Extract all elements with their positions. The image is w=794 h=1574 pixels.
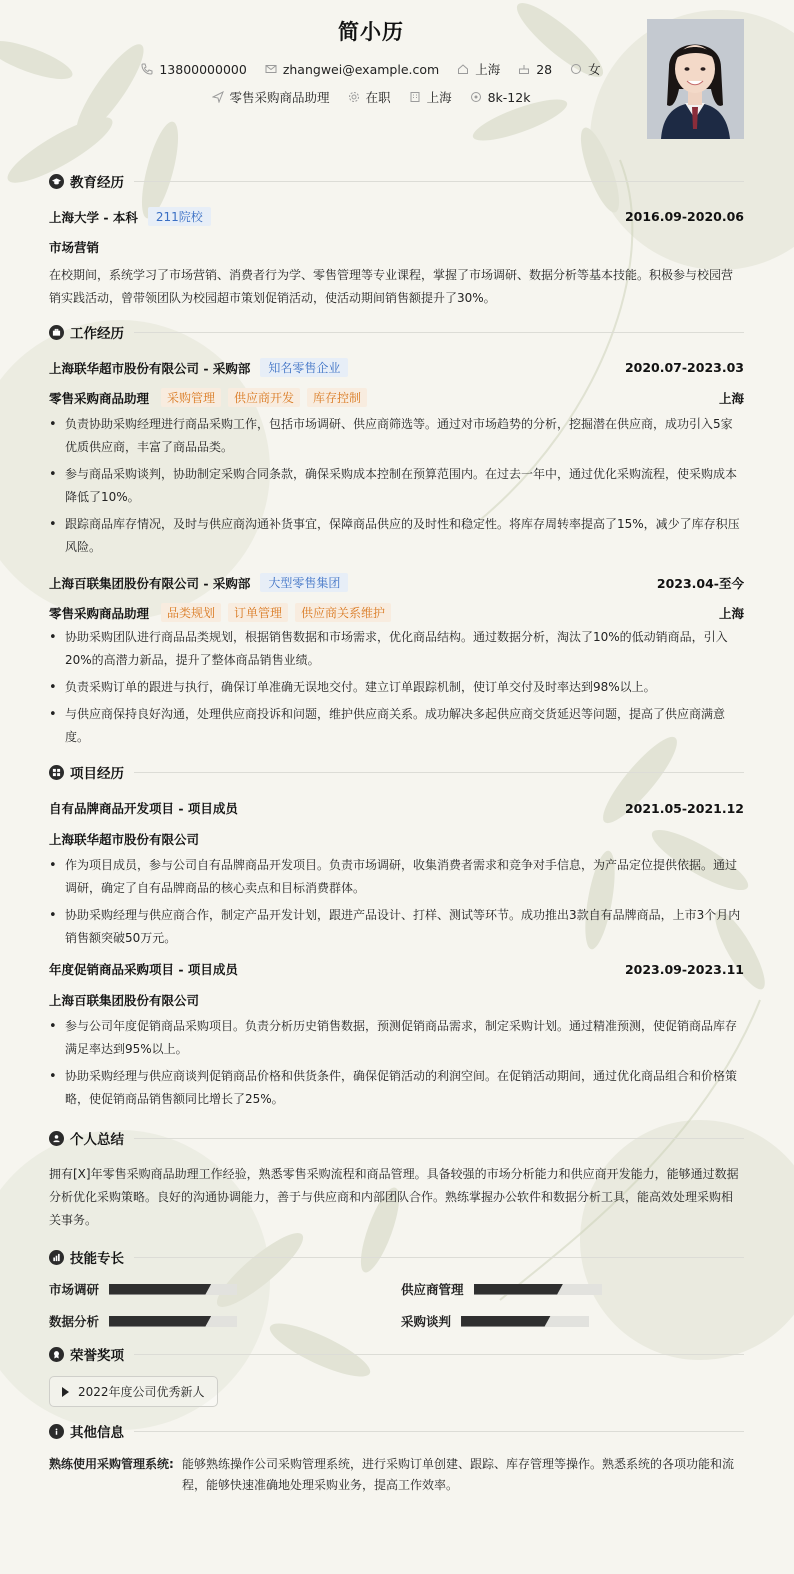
- skill-name: 采购谈判: [401, 1314, 452, 1329]
- skill-bar: [109, 1316, 237, 1327]
- work-location: 上海: [718, 605, 744, 621]
- candidate-name: 简小历: [338, 20, 404, 44]
- divider: [134, 1431, 744, 1432]
- skill-item: [401, 1312, 744, 1330]
- position-title: 零售采购商品助理: [49, 390, 150, 406]
- cake-icon: [518, 63, 530, 75]
- building-icon: [409, 91, 421, 103]
- other-label: 熟练使用采购管理系统:: [49, 1457, 174, 1471]
- skills-section: [49, 1246, 744, 1330]
- skill-bar: [474, 1284, 602, 1295]
- school-tag: 211院校: [148, 207, 211, 226]
- skills-grid: [49, 1280, 744, 1330]
- avatar-photo: [647, 19, 744, 139]
- target-city-value: 上海: [426, 90, 452, 105]
- mail-icon: [265, 63, 277, 75]
- education-heading: [49, 170, 744, 192]
- gender-value: 女: [588, 62, 601, 77]
- skill-bar-fill: [109, 1284, 211, 1295]
- company-tag: 大型零售集团: [260, 573, 348, 592]
- skill-bar-fill: [109, 1316, 211, 1327]
- summary-section: [49, 1127, 744, 1232]
- divider: [134, 1354, 744, 1355]
- work-entry: [49, 358, 744, 559]
- summary-heading: [49, 1127, 744, 1149]
- list-item: • 作为项目成员，参与公司自有品牌商品开发项目。负责市场调研，收集消费者需求和竞争对手信息，为产品定位提供依据。通过调研，确定了自有品牌商品的核心卖点和目标消费群体。: [49, 854, 744, 900]
- skill-tag: 品类规划: [161, 603, 221, 622]
- skill-item: [49, 1312, 401, 1330]
- project-title: 项目经历: [70, 766, 124, 782]
- resume-header: [49, 0, 744, 160]
- contact-row: [49, 60, 693, 78]
- skill-tag: 供应商关系维护: [295, 603, 391, 622]
- list-item: • 负责采购订单的跟进与执行，确保订单准确无误地交付。建立订单跟踪机制，使订单交付及时率达到98%以上。: [49, 676, 744, 699]
- salary-item: [470, 90, 531, 105]
- skill-tag: 订单管理: [228, 603, 288, 622]
- project-date: 2021.05-2021.12: [624, 800, 744, 816]
- job-intent-row: [49, 88, 693, 106]
- work-location: 上海: [718, 390, 744, 406]
- project-row: [49, 960, 744, 978]
- project-org: 上海联华超市股份有限公司: [49, 832, 200, 847]
- gear-icon: [348, 91, 360, 103]
- email-value: zhangwei@example.com: [282, 61, 440, 77]
- project-bullets: [49, 1015, 744, 1111]
- skills-title: 技能专长: [70, 1251, 124, 1267]
- education-date: 2016.09-2020.06: [624, 209, 744, 224]
- gender-item: [570, 60, 601, 78]
- awards-heading: [49, 1343, 744, 1365]
- skill-tag: 供应商开发: [228, 388, 300, 407]
- position-row: [49, 603, 744, 622]
- send-icon: [212, 91, 224, 103]
- skill-name: 数据分析: [49, 1314, 100, 1329]
- summary-text: 拥有[X]年零售采购商品助理工作经验，熟悉零售采购流程和商品管理。具备较强的市场分析能力和供应商开发能力，能够通过数据分析优化采购策略。良好的沟通协调能力，善于与供应商和内部团队合作。熟练掌握办公软件和数据分析工具，能高效处理采购相关事务。: [49, 1167, 739, 1227]
- work-bullets: [49, 626, 744, 749]
- project-org: 上海百联集团股份有限公司: [49, 993, 200, 1008]
- gender-icon: [570, 63, 582, 75]
- major-row: [49, 238, 744, 256]
- work-date: 2023.04-至今: [656, 575, 744, 591]
- skill-name: 市场调研: [49, 1282, 100, 1297]
- info-icon: [49, 1424, 64, 1439]
- phone-item: [141, 62, 246, 77]
- major: 市场营销: [49, 240, 100, 255]
- city-value: 上海: [475, 62, 501, 77]
- other-text: 能够熟练操作公司采购管理系统，进行采购订单创建、跟踪、库存管理等操作。熟悉系统的各项功能和流程，能够快速准确地处理采购业务，提高工作效率。: [182, 1457, 735, 1492]
- award-item: [49, 1376, 218, 1407]
- project-date: 2023.09-2023.11: [624, 961, 744, 977]
- phone-value: 13800000000: [159, 61, 247, 77]
- education-section: [49, 170, 744, 310]
- divider: [134, 772, 744, 773]
- list-item: • 跟踪商品库存情况，及时与供应商沟通补货事宜，保障商品供应的及时性和稳定性。将库存周转率提高了15%，减少了库存积压风险。: [49, 513, 744, 559]
- divider: [134, 1257, 744, 1258]
- salary-value: 8k-12k: [487, 89, 531, 105]
- skills-heading: [49, 1246, 744, 1268]
- play-icon: [62, 1387, 69, 1397]
- status-item: [348, 88, 391, 106]
- coin-icon: [470, 91, 482, 103]
- list-item: • 与供应商保持良好沟通，处理供应商投诉和问题，维护供应商关系。成功解决多起供应商交货延迟等问题，提高了供应商满意度。: [49, 703, 744, 749]
- home-icon: [457, 63, 469, 75]
- project-name: 自有品牌商品开发项目 - 项目成员: [49, 801, 238, 816]
- education-description: 在校期间，系统学习了市场营销、消费者行为学、零售管理等专业课程，掌握了市场调研、数据分析等基本技能。积极参与校园营销实践活动，曾带领团队为校园超市策划促销活动，使活动期间销售额提升了30%。: [49, 268, 734, 305]
- skill-item: [401, 1280, 744, 1298]
- project-entry: [49, 799, 744, 950]
- awards-title: 荣誉奖项: [70, 1348, 124, 1364]
- skill-bar: [109, 1284, 237, 1295]
- project-row: [49, 799, 744, 817]
- company-tag: 知名零售企业: [260, 358, 348, 377]
- status-value: 在职: [365, 90, 391, 105]
- phone-icon: [141, 63, 153, 75]
- age-value: 28: [536, 61, 553, 77]
- award-text: 2022年度公司优秀新人: [78, 1385, 205, 1399]
- work-date: 2020.07-2023.03: [624, 360, 744, 375]
- project-entry: [49, 960, 744, 1111]
- project-bullets: [49, 854, 744, 950]
- position-title: 零售采购商品助理: [49, 605, 150, 621]
- work-entry: [49, 573, 744, 749]
- project-section: [49, 761, 744, 1111]
- city-item: [457, 60, 500, 78]
- briefcase-icon: [49, 325, 64, 340]
- medal-icon: [49, 1347, 64, 1362]
- other-title: 其他信息: [70, 1425, 124, 1441]
- other-item: [49, 1454, 744, 1496]
- company-row: [49, 358, 744, 377]
- divider: [134, 332, 744, 333]
- skill-name: 供应商管理: [401, 1282, 464, 1297]
- other-heading: [49, 1420, 744, 1442]
- work-section: [49, 321, 744, 749]
- project-name: 年度促销商品采购项目 - 项目成员: [49, 962, 238, 977]
- grid-icon: [49, 765, 64, 780]
- skill-tag: 采购管理: [161, 388, 221, 407]
- skill-bar-fill: [461, 1316, 551, 1327]
- skill-tag: 库存控制: [307, 388, 367, 407]
- divider: [134, 1138, 744, 1139]
- age-item: [518, 62, 552, 77]
- summary-title: 个人总结: [70, 1132, 124, 1148]
- list-item: • 参与商品采购谈判，协助制定采购合同条款，确保采购成本控制在预算范围内。在过去一年中，通过优化采购流程，使采购成本降低了10%。: [49, 463, 744, 509]
- school-name: 上海大学 - 本科: [49, 209, 138, 225]
- list-item: • 协助采购团队进行商品品类规划，根据销售数据和市场需求，优化商品结构。通过数据分析，淘汰了10%的低动销商品，引入20%的高潜力新品，提升了整体商品销售业绩。: [49, 626, 744, 672]
- work-title: 工作经历: [70, 326, 124, 342]
- project-org-row: [49, 830, 744, 848]
- user-icon: [49, 1131, 64, 1146]
- awards-section: [49, 1343, 744, 1407]
- list-item: • 协助采购经理与供应商谈判促销商品价格和供货条件，确保促销活动的利润空间。在促销活动期间，通过优化商品组合和价格策略，使促销商品销售额同比增长了25%。: [49, 1065, 744, 1111]
- work-heading: [49, 321, 744, 343]
- job-target-item: [212, 88, 330, 106]
- education-row: [49, 207, 744, 226]
- graduation-cap-icon: [49, 174, 64, 189]
- target-city-item: [409, 88, 452, 106]
- skill-bar: [461, 1316, 589, 1327]
- list-item: • 协助采购经理与供应商合作，制定产品开发计划，跟进产品设计、打样、测试等环节。成功推出3款自有品牌商品，上市3个月内销售额突破50万元。: [49, 904, 744, 950]
- education-title: 教育经历: [70, 175, 124, 191]
- company-row: [49, 573, 744, 592]
- job-target-value: 零售采购商品助理: [229, 90, 330, 105]
- project-heading: [49, 761, 744, 783]
- list-item: • 参与公司年度促销商品采购项目。负责分析历史销售数据，预测促销商品需求，制定采购计划。通过精准预测，使促销商品库存满足率达到95%以上。: [49, 1015, 744, 1061]
- divider: [134, 181, 744, 182]
- chart-icon: [49, 1250, 64, 1265]
- project-org-row: [49, 991, 744, 1009]
- list-item: • 负责协助采购经理进行商品采购工作，包括市场调研、供应商筛选等。通过对市场趋势的分析，挖掘潜在供应商，成功引入5家优质供应商，丰富了商品品类。: [49, 413, 744, 459]
- skill-item: [49, 1280, 401, 1298]
- email-item: [265, 62, 439, 77]
- company-name: 上海百联集团股份有限公司 - 采购部: [49, 575, 251, 591]
- company-name: 上海联华超市股份有限公司 - 采购部: [49, 360, 251, 376]
- position-row: [49, 388, 744, 407]
- other-section: [49, 1420, 744, 1496]
- work-bullets: [49, 413, 744, 559]
- skill-bar-fill: [474, 1284, 564, 1295]
